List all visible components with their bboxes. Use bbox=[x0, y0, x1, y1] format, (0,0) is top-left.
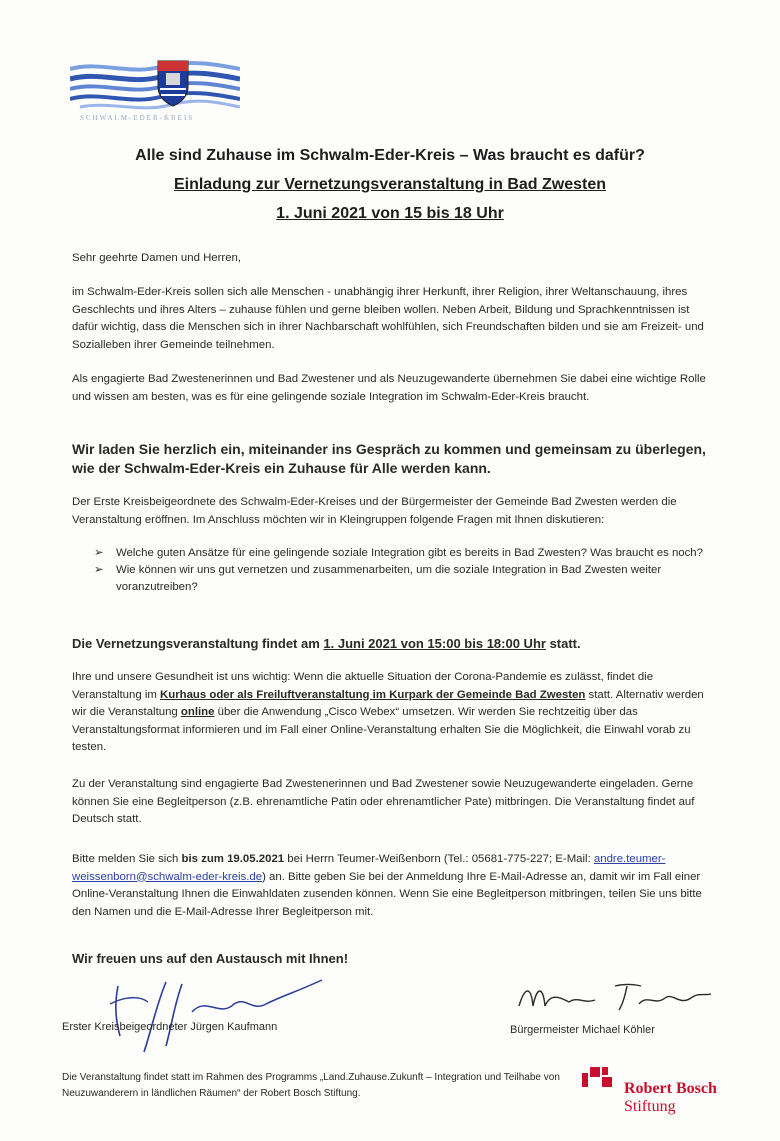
paragraph-5: Zu der Veranstaltung sind engagierte Bad Zwestenerinnen und Bad Zwestener sowie Neuzugewanderte eingeladen. Gerne können Sie eine Begleitperson (z.B. ehrenamtliche Patin oder ehrenamtlicher Pate) mitbringen. Die Veranstaltung findet auf Deutsch statt. bbox=[72, 778, 695, 825]
signatory-left: Erster Kreisbeigeordneter Jürgen Kaufmann bbox=[62, 1021, 278, 1033]
registration-deadline: bis zum 19.05.2021 bbox=[181, 853, 285, 865]
p4-text-c: statt. Alternativ werden wir die Veranstaltung bbox=[72, 688, 704, 718]
event-date-line bbox=[72, 636, 722, 651]
online-text: online bbox=[180, 706, 215, 718]
logo-caption: SCHWALM-EDER-KREIS bbox=[80, 114, 195, 122]
paragraph-1: im Schwalm-Eder-Kreis sollen sich alle Menschen - unabhängig ihrer Herkunft, ihrer Religion, ihrer Weltanschauung, ihres Geschlechts und ihres Alters – zuhause fühlen und gerne bleiben wollen. Neben Arbeit, Bildung und Sprachkenntnissen ist dafür wichtig, dass die Menschen sich in ihrer Nachbarschaft wohlfühlen, sich Freundschaften bilden und sie am Freizeit- und Sozialleben ihrer Gemeinde teilnehmen. bbox=[72, 286, 704, 351]
paragraph-4 bbox=[72, 669, 712, 757]
footer-program-note: Die Veranstaltung findet statt im Rahmen des Programms „Land.Zuhause.Zukunft – Integration und Teilhabe von Neuzuwanderern in ländlichen Räumen“ der Robert Bosch Stiftung. bbox=[62, 1072, 560, 1099]
paragraph-6 bbox=[72, 851, 712, 921]
event-date-heading: 1. Juni 2021 von 15 bis 18 Uhr bbox=[276, 205, 504, 222]
contact-email-link[interactable]: andre.teumer-weissenborn@schwalm-eder-kreis.de bbox=[72, 853, 666, 883]
invitation-statement: Wir laden Sie herzlich ein, miteinander ins Gespräch zu kommen und gemeinsam zu überlegen, wie der Schwalm-Eder-Kreis ein Zuhause für Alle werden kann. bbox=[72, 441, 706, 476]
p6-text-c: bei Herrn Teumer-Weißenborn (Tel.: 05681-775-227; E-Mail: bbox=[284, 853, 594, 865]
p6-text-d: ) an. Bitte geben Sie bei der Anmeldung Ihre E-Mail-Adresse an, damit wir im Fall einer Online-Veranstaltung Ihnen die Einwahldaten zusenden können. Wenn Sie eine Begleitperson mitbringen, teilen Sie uns bitte den Namen und die E-Mail-Adresse Ihrer Begleitperson mit. bbox=[72, 870, 702, 918]
list-item-text: Welche guten Ansätze für eine gelingende soziale Integration gibt es bereits in Bad Zwesten? Was braucht es noch? bbox=[116, 547, 703, 559]
closing-line: Wir freuen uns auf den Austausch mit Ihnen! bbox=[72, 951, 349, 966]
list-item-text: Wie können wir uns gut vernetzen und zusammenarbeiten, um die soziale Integration in Bad Zwesten weiter voranzutreiben? bbox=[116, 564, 662, 593]
venue-text: Kurhaus oder als Freiluftveranstaltung im Kurpark der Gemeinde Bad Zwesten bbox=[160, 688, 586, 701]
signature-koehler bbox=[515, 976, 715, 1016]
date-line-suffix: statt. bbox=[545, 636, 581, 651]
paragraph-2: Als engagierte Bad Zwestenerinnen und Bad Zwestener und als Neuzugewanderte übernehmen Sie dabei eine wichtige Rolle und wissen am besten, was es für eine gelingende soziale Integration im Schwalm-Eder-Kreis braucht. bbox=[72, 373, 706, 403]
document-title: Alle sind Zuhause im Schwalm-Eder-Kreis – Was braucht es dafür? bbox=[135, 147, 645, 164]
robert-bosch-stiftung-logo-icon bbox=[580, 1065, 620, 1089]
sponsor-name: Robert Bosch bbox=[624, 1080, 717, 1097]
greeting: Sehr geehrte Damen und Herren, bbox=[72, 252, 242, 264]
p4-text-a: Ihre und unsere Gesundheit ist uns wichtig: Wenn die aktuelle Situation der Corona-Pandemie es zulässt, findet die Veranstaltung im bbox=[72, 671, 654, 701]
p4-text-e: über die Anwendung „Cisco Webex“ umsetzen. Wir werden Sie rechtzeitig über das Veranstaltungsformat informieren und im Fall einer Online-Veranstaltung erhalten Sie die Möglichkeit, die Einwahl vorab zu testen. bbox=[72, 706, 691, 753]
date-line-date: 1. Juni 2021 von 15:00 bis 18:00 Uhr bbox=[323, 636, 546, 651]
signatory-right: Bürgermeister Michael Köhler bbox=[510, 1024, 655, 1036]
sponsor-subtitle: Stiftung bbox=[624, 1098, 676, 1115]
question-list bbox=[94, 545, 714, 596]
signature-kaufmann bbox=[96, 966, 336, 1056]
list-item bbox=[94, 562, 714, 596]
date-line-prefix: Die Vernetzungsveranstaltung findet am bbox=[72, 636, 324, 651]
paragraph-3: Der Erste Kreisbeigeordnete des Schwalm-Eder-Kreises und der Bürgermeister der Gemeinde Bad Zwesten werden die Veranstaltung eröffnen. Im Anschluss möchten wir in Kleingruppen folgende Fragen mit Ihnen diskutieren: bbox=[72, 496, 677, 526]
document-subtitle: Einladung zur Vernetzungsveranstaltung in Bad Zwesten bbox=[173, 176, 607, 193]
arrow-bullet-icon: ➢ bbox=[94, 564, 104, 576]
list-item bbox=[94, 545, 714, 562]
arrow-bullet-icon: ➢ bbox=[94, 547, 104, 559]
p6-text-a: Bitte melden Sie sich bbox=[72, 853, 182, 865]
coat-of-arms-icon bbox=[158, 61, 188, 106]
